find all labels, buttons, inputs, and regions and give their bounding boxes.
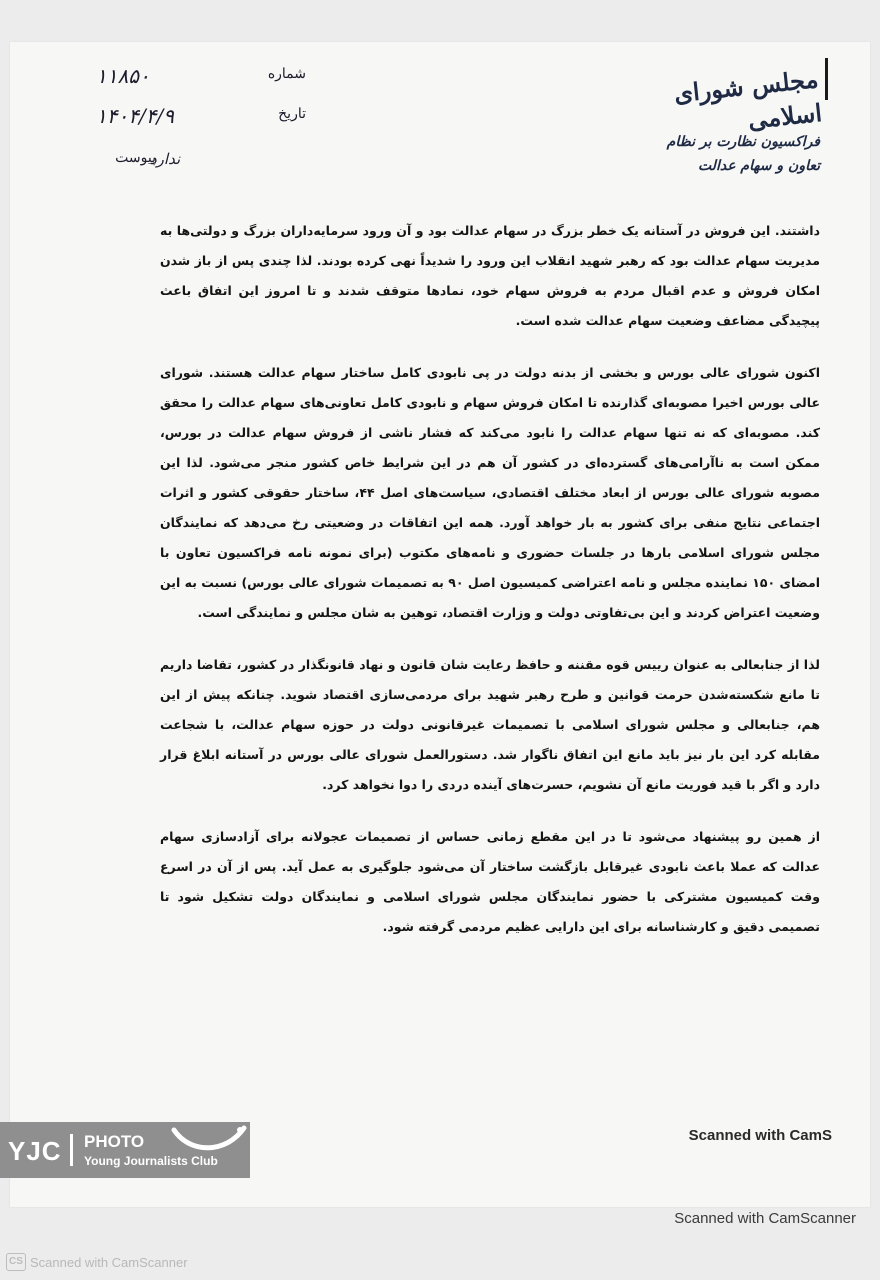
meta-date-row xyxy=(96,104,306,144)
letter-attachment: ندارد xyxy=(150,150,181,168)
body-paragraph-1: داشتند. این فروش در آستانه یک خطر بزرگ در سهام عدالت بود و آن ورود سرمایه‌داران بزرگ و دولتی‌ها به مدیریت سهام عدالت بود که رهبر شهید انقلاب این ورود را شدیداً نهی کرده بودند. لذا چندی پس از باز شدن امکان فروش و عدم اقبال مردم به فروش سهام خود، نمادها متوقف شدند و تا امروز این اتفاق باعث پیچیدگی مضاعف وضعیت سهام عدالت شده است. xyxy=(160,223,820,328)
meta-attachment-row xyxy=(96,144,306,184)
letterhead-line-1: فراکسیون نظارت بر نظام xyxy=(666,134,820,150)
letterhead xyxy=(640,62,824,178)
yjc-photo-label: PHOTO xyxy=(84,1132,145,1151)
camscanner-icon: CS xyxy=(6,1253,26,1271)
letterhead-line-2: تعاون و سهام عدالت xyxy=(697,158,820,174)
yjc-watermark xyxy=(0,1122,250,1178)
letter-attachment-label: پیوست xyxy=(115,150,156,166)
body-paragraph-3: لذا از جنابعالی به عنوان رییس قوه مقننه و حافظ رعایت شان قانون و نهاد قانونگذار در کشور، تقاضا داریم تا مانع شکسته‌شدن حرمت قوانین و طرح رهبر شهید برای مردمی‌سازی اقتصاد شوید. چنانکه پیش از این هم، جنابعالی و مجلس شورای اسلامی با تصمیمات غیرقانونی دولت در حوزه سهام عدالت، با شجاعت مقابله کرد این بار نیز باید مانع این اتفاق ناگوار شد. دستورالعمل شورای عالی بورس در آستانه ابلاغ قرار دارد و اگر با قید فوریت مانع آن نشویم، حسرت‌های آینده دردی را دوا نخواهد کرد. xyxy=(160,657,820,792)
yjc-club-label: Young Journalists Club xyxy=(84,1154,218,1168)
letter-date-label: تاریخ xyxy=(278,106,306,122)
yjc-divider xyxy=(70,1134,73,1166)
body-paragraph-4: از همین رو پیشنهاد می‌شود تا در این مقطع زمانی حساس از تصمیمات عجولانه برای آزادسازی سهام عدالت که عملا باعث نابودی غیرقابل بازگشت ساختار آن می‌شود جلوگیری به عمل آید. پس از آن در اسرع وقت کمیسیون مشترکی با حضور نمایندگان مجلس شورای اسلامی و نمایندگان دولت تشکیل شود تا تصمیمی دقیق و کارشناسانه برای این دارایی عظیم مردمی گرفته شود. xyxy=(160,829,820,934)
body-paragraph-2: اکنون شورای عالی بورس و بخشی از بدنه دولت در پی نابودی کامل ساختار سهام عدالت هستند. شورای عالی بورس اخیرا مصوبه‌ای گذارنده تا امکان فروش سهام و نابودی کامل تعاونی‌های سهام عدالت را محقق کند. مصوبه‌ای که نه تنها سهام عدالت را نابود می‌کند که فشار ناشی از فروش سهام عدالت در بورس، ممکن است به ناآرامی‌های گسترده‌ای در کشور آن هم در این شرایط خاص کشور منجر می‌شود. لذا این مصوبه شورای عالی بورس از ابعاد مختلف اقتصادی، سیاست‌های اصل ۴۴، ساختار حقوقی کشور و اثرات اجتماعی نتایج منفی برای کشور به بار خواهد آورد. همه این اتفاقات در وضعیتی رخ می‌دهد که نمایندگان مجلس شورای اسلامی بارها در جلسات حضوری و نامه‌های مکتوب (برای نمونه نامه فراکسیون تعاون با امضای ۱۵۰ نماینده مجلس و نامه اعتراضی کمیسیون اصل ۹۰ به تصمیمات شورای عالی بورس) نسبت به این وضعیت اعتراض کردند و این بی‌تفاوتی دولت و وزارت اقتصاد، توهین به شان مجلس و نمایندگی است. xyxy=(160,365,821,620)
letterhead-bar xyxy=(825,58,828,100)
letterhead-logo: مجلس شورای اسلامی xyxy=(672,64,824,135)
yjc-swoosh-icon xyxy=(170,1124,248,1158)
scanner-corner-label: Scanned with CamScanner xyxy=(30,1254,188,1270)
letter-metadata xyxy=(96,64,306,184)
scanner-watermark-bottom: Scanned with CamScanner xyxy=(674,1210,856,1227)
scanner-watermark-paper: Scanned with CamS xyxy=(688,1127,832,1144)
meta-number-row xyxy=(96,64,306,104)
letter-number-label: شماره xyxy=(267,66,306,82)
scanner-watermark-corner xyxy=(6,1252,188,1272)
yjc-logo-text: YJC xyxy=(8,1136,62,1166)
letter-number: ۱۱۸۵۰ xyxy=(96,64,150,88)
letter-body xyxy=(160,216,820,964)
letter-date: ۱۴۰۴/۴/۹ xyxy=(96,104,174,128)
